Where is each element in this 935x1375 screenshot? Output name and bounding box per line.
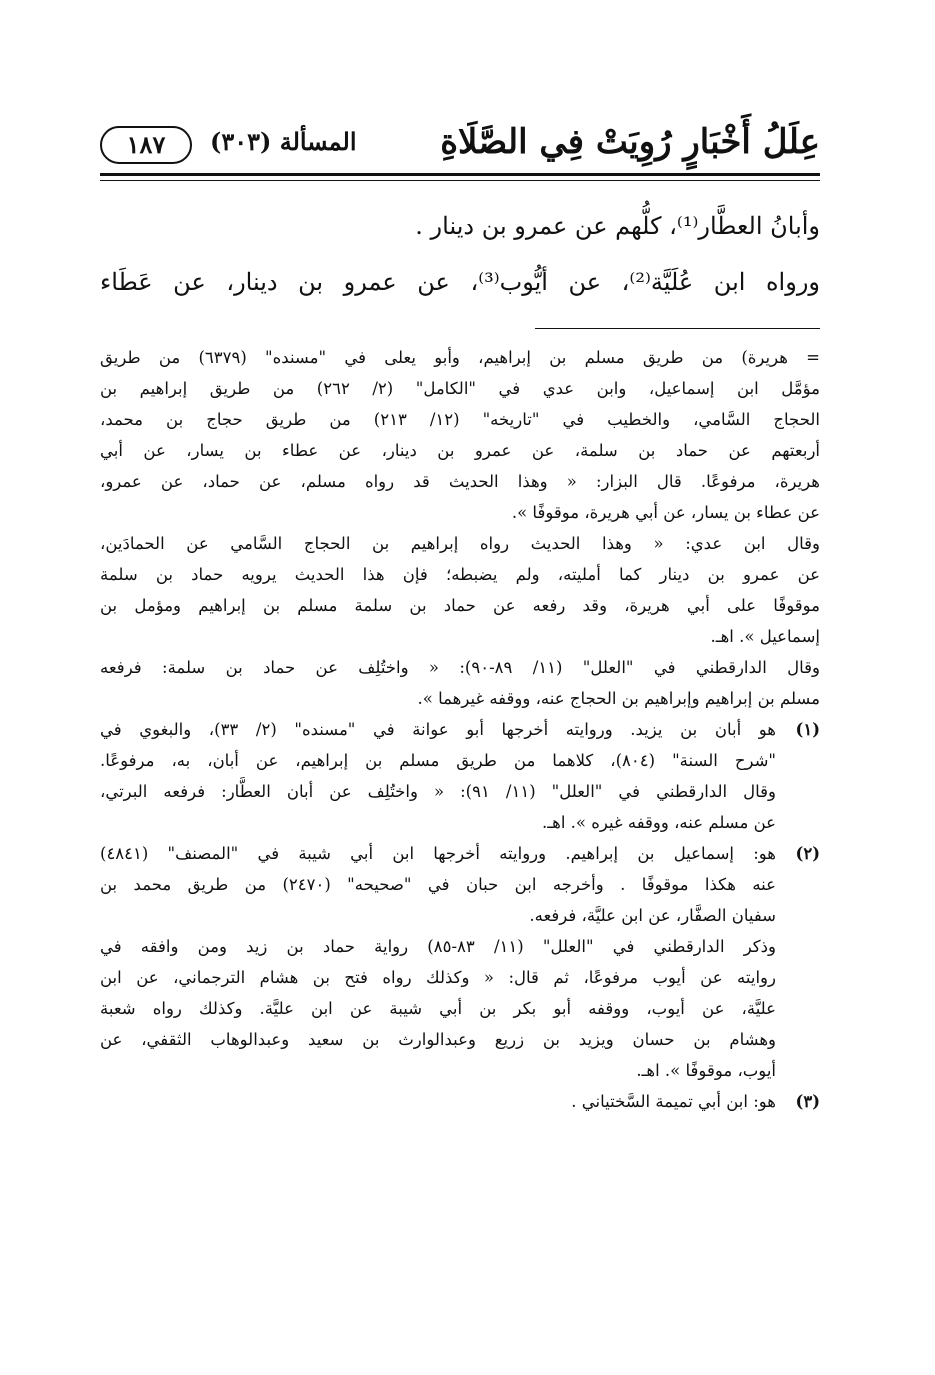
main-line: وأبانُ العطَّار⁽¹⁾، كلُّهم عن عمرو بن دينار . — [415, 212, 820, 240]
footnote-line: هو: ابن أبي تميمة السَّختياني . — [571, 1092, 776, 1111]
main-line: ورواه ابن عُلَيَّة⁽²⁾، عن أيُّوب⁽³⁾، عن عمرو بن دينار، عن عَطَاء — [100, 268, 820, 296]
footnote-line: أيوب، موقوفًا ». اهـ. — [636, 1061, 776, 1080]
footnote-line: وقال الدارقطني في "العلل" (١١/ ٩١): « واختُلِف عن أبان العطَّار: فرفعه البرتي، — [100, 782, 776, 801]
footnote-line: عنه هكذا موقوفًا . وأخرجه ابن حبان في "صحيحه" (٢٤٧٠) من طريق محمد بن — [100, 875, 776, 894]
footnote-number: (٣) — [795, 1092, 820, 1111]
page-number-badge: ١٨٧ — [100, 126, 192, 164]
footnote-line: هو: إسماعيل بن إبراهيم. وروايته أخرجها ابن أبي شيبة في "المصنف" (٤٨٤١) — [100, 844, 776, 863]
footnote-line: عليَّة، عن أيوب، ووقفه أبو بكر بن أبي شيبة عن ابن عليَّة. وكذلك رواه شعبة — [100, 999, 776, 1018]
continuation-line: وقال الدارقطني في "العلل" (١١/ ٨٩-٩٠): « واختُلِف عن حماد بن سلمة: فرفعه — [100, 658, 820, 677]
main-text — [100, 198, 820, 310]
continuation-line: مؤمَّل ابن إسماعيل، وابن عدي في "الكامل" (٢/ ٢٦٢) من طريق إبراهيم بن — [100, 379, 820, 398]
footnote-3 — [100, 1086, 820, 1117]
footnote-line: عن مسلم عنه، ووقفه غيره ». اهـ. — [542, 813, 776, 832]
book-title: عِلَلُ أَخْبَارٍ رُوِيَتْ فِي الصَّلَاةِ — [440, 122, 820, 162]
continuation-line: عن عطاء بن يسار، عن أبي هريرة، موقوفًا ». — [511, 503, 820, 522]
continuation-line: أربعتهم عن حماد بن سلمة، عن عمرو بن دينار، عن عطاء بن يسار، عن أبي — [100, 441, 820, 460]
header-rule — [100, 173, 820, 176]
footnote-line: روايته عن أيوب مرفوعًا، ثم قال: « وكذلك رواه فتح بن هشام الترجماني، عن ابن — [100, 968, 776, 987]
issue-label: المسألة (٣٠٣) — [210, 127, 357, 156]
footnote-number: (٢) — [795, 844, 820, 863]
footnote-number: (١) — [795, 720, 820, 739]
continuation-line: هريرة، مرفوعًا. قال البزار: « وهذا الحديث قد رواه مسلم، عن حماد، عن عمرو، — [100, 472, 820, 491]
footnote-line: وهشام بن حسان ويزيد بن زريع وعبدالوارث بن سعيد وعبدالوهاب الثقفي، عن — [100, 1030, 776, 1049]
page-header — [100, 120, 820, 168]
footnote-separator — [535, 328, 820, 329]
header-rule-thin — [100, 180, 820, 181]
continuation-line: موقوفًا على أبي هريرة، وقد رفعه عن حماد بن سلمة مسلم بن إبراهيم ومؤمل بن — [100, 596, 820, 615]
footnote-line: سفيان الصفَّار، عن ابن عليَّة، فرفعه. — [529, 906, 776, 925]
footnotes-section — [100, 342, 820, 1117]
footnote-2 — [100, 838, 820, 1086]
continuation-line: إسماعيل ». اهـ. — [710, 627, 820, 646]
continuation-line: عن عمرو بن دينار كما أمليته، ولم يضبطه؛ فإن هذا الحديث يرويه حماد بن سلمة — [100, 565, 820, 584]
footnote-1 — [100, 714, 820, 838]
footnote-line: "شرح السنة" (٨٠٤)، كلاهما من طريق مسلم بن إبراهيم، عن أبان، به، مرفوعًا. — [100, 751, 776, 770]
continuation-line: مسلم بن إبراهيم وإبراهيم بن الحجاج عنه، ووقفه غيرهما ». — [417, 689, 820, 708]
footnote-line: وذكر الدارقطني في "العلل" (١١/ ٨٣-٨٥) رواية حماد بن زيد ومن وافقه في — [100, 937, 776, 956]
continuation-line: = هريرة) من طريق مسلم بن إبراهيم، وأبو يعلى في "مسنده" (٦٣٧٩) من طريق — [100, 348, 820, 367]
footnote-line: هو أبان بن يزيد. وروايته أخرجها أبو عوانة في "مسنده" (٢/ ٣٣)، والبغوي في — [100, 720, 776, 739]
continuation-line: وقال ابن عدي: « وهذا الحديث رواه إبراهيم بن الحجاج السَّامي عن الحمادَين، — [100, 534, 820, 553]
continuation-line: الحجاج السَّامي، والخطيب في "تاريخه" (١٢/ ٢١٣) من طريق حجاج بن محمد، — [100, 410, 820, 429]
